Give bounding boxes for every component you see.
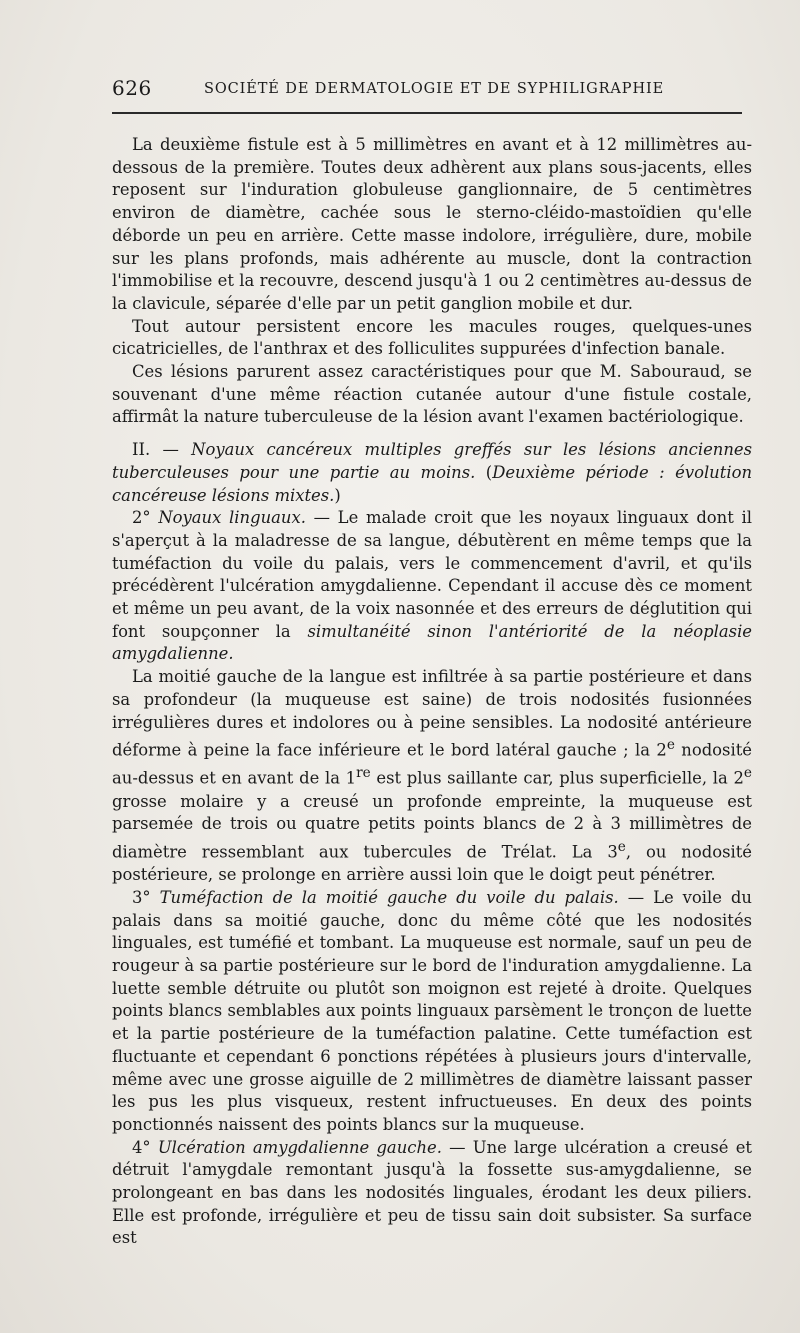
paragraph-text: grosse molaire y a creusé un profonde empreinte, la muqueuse est parsemée de trois ou quatre petits points blancs de 2 à 3 millimètres de diamètre ressemblant aux tubercules de Trélat. La 3 xyxy=(112,791,752,862)
paragraph-text: nodosité au-dessus et en avant de la 1 xyxy=(112,740,752,788)
paragraph-langue xyxy=(112,666,752,887)
superscript: e xyxy=(617,839,626,856)
item-numeral: 3° xyxy=(132,887,160,907)
page-header xyxy=(112,76,752,104)
paragraph-text: La moitié gauche de la langue est infiltrée à sa partie postérieure et dans sa profondeur (la muqueuse est saine) de trois nodosités fusionnées irrégulières dures et indolores ou à peine sensibles. La nodosité antérieure déforme à peine la face inférieure et le bord latéral gauche ; la 2 xyxy=(112,667,752,760)
superscript: re xyxy=(356,765,371,782)
item-heading: Noyaux linguaux. xyxy=(158,508,306,528)
section-heading-ii xyxy=(112,439,752,507)
article-body xyxy=(112,134,752,1250)
paragraph-voile-palais xyxy=(112,887,752,1137)
item-heading: Ulcération amygdalienne gauche. xyxy=(157,1137,442,1157)
paragraph-macules: Tout autour persistent encore les macules rouges, quelques-unes cicatricielles, de l'anthrax et des folliculites suppurées d'infection banale. xyxy=(112,316,752,359)
item-heading: Tuméfaction de la moitié gauche du voile du palais. xyxy=(159,887,619,907)
paragraph-text: — Le voile du palais dans sa moitié gauche, donc du même côté que les nodosités linguales, est tuméfié et tombant. La muqueuse est normale, sauf un peu de rougeur à sa partie postérieure sur le bord de l'induration amygdalienne. La luette semble détruite ou plutôt son moignon est rejeté à droite. Quelques points blancs semblables aux points linguaux parsèment le tronçon de luette et la partie postérieure de la tuméfaction palatine. Cette tuméfaction est fluctuante et cependant 6 ponctions répétées à plusieurs jours d'intervalle, même avec une grosse aiguille de 2 millimètres de diamètre laissant passer les pus les plus visqueux, restent infructueuses. En deux des points ponctionnés naissent des points blancs sur la muqueuse. xyxy=(112,887,752,1134)
section-title: Noyaux cancéreux multiples greffés sur les lésions anciennes tuberculeuses pour une partie au moins. xyxy=(112,440,752,482)
section-numeral: II. — xyxy=(132,440,192,460)
paragraph-noyaux-linguaux xyxy=(112,507,752,666)
paragraph-text: , ou nodosité postérieure, se prolonge en arrière aussi loin que le doigt peut pénétrer. xyxy=(112,842,753,885)
header-rule xyxy=(112,112,742,114)
paragraph-ulceration xyxy=(112,1137,752,1251)
section-subtitle: Deuxième période : évolution cancéreuse lésions mixtes. xyxy=(112,462,752,505)
page-number: 626 xyxy=(112,76,152,100)
item-numeral: 2° xyxy=(132,508,159,528)
section-open-paren: ( xyxy=(475,462,493,482)
paragraph-emphasis: simultanéité sinon l'antériorité de la néoplasie amygdalienne. xyxy=(112,621,753,664)
paragraph-text: est plus saillante car, plus superficielle, la 2 xyxy=(370,768,744,788)
paragraph-text: — Une large ulcération a creusé et détruit l'amygdale remontant jusqu'à la fossette sus-amygdalienne, se prolongeant en bas dans les nodosités linguales, érodant les deux piliers. Elle est profonde, irrégulière et peu de tissu sain doit subsister. Sa surface est xyxy=(112,1137,752,1248)
superscript: e xyxy=(666,737,675,754)
running-title: SOCIÉTÉ DE DERMATOLOGIE ET DE SYPHILIGRAPHIE xyxy=(204,81,665,97)
paragraph-sabouraud: Ces lésions parurent assez caractéristiques pour que M. Sabouraud, se souvenant d'une même réaction cutanée autour d'une fistule costale, affirmât la nature tuberculeuse de la lésion avant l'examen bactériologique. xyxy=(112,362,752,427)
superscript: e xyxy=(743,765,753,782)
item-numeral: 4° xyxy=(132,1137,158,1157)
paragraph-fistule: La deuxième fistule est à 5 millimètres en avant et à 12 millimètres au-dessous de la première. Toutes deux adhèrent aux plans sous-jacents, elles reposent sur l'induration globuleuse ganglionnaire, de 5 centimètres environ de diamètre, cachée sous le sterno-cléido-mastoïdien qu'elle déborde un peu en arrière. Cette masse indolore, irrégulière, dure, mobile sur les plans profonds, mais adhérente au muscle, dont la contraction l'immobilise et la recouvre, descend jusqu'à 1 ou 2 centimètres au-dessus de la clavicule, séparée d'elle par un petit ganglion mobile et dur. xyxy=(112,135,752,313)
section-close-paren: ) xyxy=(334,485,341,505)
paragraph-text: — Le malade croit que les noyaux linguaux dont il s'aperçut à la maladresse de sa langue, débutèrent en même temps que la tuméfaction du voile du palais, vers le commencement d'avril, et qu'ils précédèrent l'ulcération amygdalienne. Cependant il accuse dès ce moment et même un peu avant, de la voix nasonnée et des erreurs de déglutition qui font soupçonner la xyxy=(112,508,752,641)
